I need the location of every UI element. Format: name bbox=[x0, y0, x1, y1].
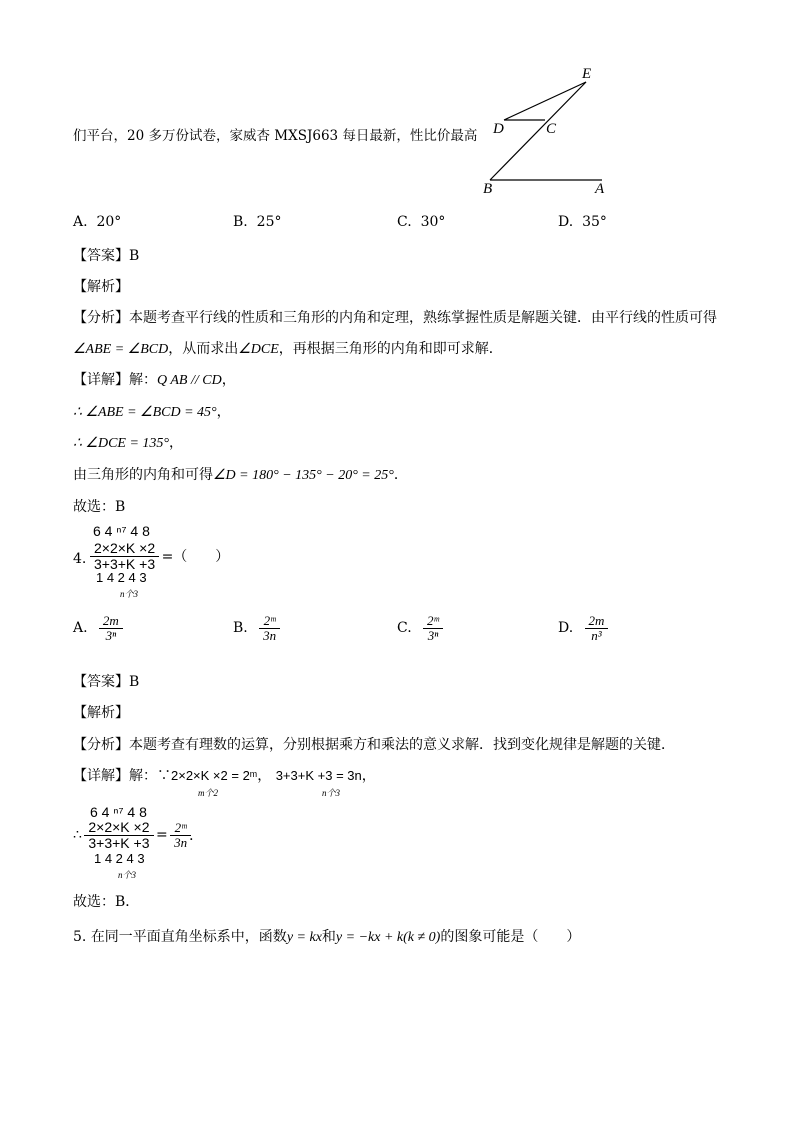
q4-choose: 故选：B． bbox=[73, 894, 140, 910]
punct: ， bbox=[361, 768, 376, 784]
analysis-text: 本题考查有理数的运算，分别根据乘方和乘法的意义求解．找到变化规律是解题的关键． bbox=[129, 737, 675, 753]
q3-choose: 故选：B bbox=[73, 499, 126, 515]
q4-numerator: 2×2×K ×2 bbox=[94, 540, 156, 556]
q4-result-sub: n个3 bbox=[118, 870, 137, 880]
option-letter: C. bbox=[397, 214, 412, 230]
q3-analysis-line2 bbox=[73, 338, 503, 358]
frac-num: 2ᵐ bbox=[427, 613, 439, 628]
option-fraction bbox=[587, 614, 607, 642]
punct: ． bbox=[393, 467, 408, 483]
q4-bottom-garble: 1 4 2 4 3 bbox=[96, 570, 147, 585]
frac-den: n³ bbox=[591, 627, 602, 643]
option-letter: A. bbox=[73, 214, 88, 230]
q4-analysis-heading: 【解析】 bbox=[73, 705, 129, 721]
angle-expr: ∠D = 180° − 135° − 20° = 25° bbox=[213, 468, 394, 483]
angle-expr: ∠DCE bbox=[238, 342, 279, 357]
q3-option-b bbox=[233, 214, 281, 230]
q4-option-a bbox=[73, 614, 121, 642]
q4-result-top-garble: 6 4 ⁿ⁷ 4 8 bbox=[90, 804, 147, 820]
punct: ， bbox=[169, 435, 184, 451]
label-d: D bbox=[493, 121, 504, 137]
detail-prefix: 解：∵ bbox=[129, 768, 171, 784]
option-text: 30° bbox=[420, 214, 446, 230]
q3-detail-line3 bbox=[73, 432, 183, 452]
q3-detail-line4 bbox=[73, 464, 408, 484]
text-part: 和 bbox=[321, 929, 336, 945]
q4-fraction bbox=[92, 541, 157, 571]
parallel-expr: Q AB // CD bbox=[157, 373, 222, 388]
q4-option-d bbox=[558, 614, 606, 642]
option-fraction bbox=[425, 614, 441, 642]
q4-option-c bbox=[397, 614, 441, 642]
q3-option-d bbox=[558, 214, 607, 230]
option-fraction bbox=[261, 614, 278, 642]
label-e: E bbox=[582, 66, 592, 82]
segment-eb bbox=[490, 82, 586, 180]
q4-result-rhs bbox=[172, 821, 189, 849]
q4-analysis-line bbox=[73, 734, 675, 754]
option-fraction bbox=[101, 614, 121, 642]
q4-equals-paren: =（ ） bbox=[161, 549, 230, 566]
option-letter: D. bbox=[558, 620, 574, 637]
q4-result-line: ∴ $\frac{2\times 2\times K \times 2}{3+3+K +3}$ = $\frac{\text{2ᵐ}}{3n}$ ． bbox=[73, 819, 204, 851]
punct: ， bbox=[257, 768, 272, 784]
option-text: 25° bbox=[256, 214, 282, 230]
analysis-text: 本题考查平行线的性质和三角形的内角和定理，熟练掌握性质是解题关键．由平行线的性质可得 bbox=[129, 310, 717, 326]
q5-stem bbox=[73, 926, 580, 946]
option-letter: B. bbox=[233, 620, 248, 637]
text-part: 在同一平面直角坐标系中，函数 bbox=[90, 929, 287, 945]
option-letter: D. bbox=[558, 214, 574, 230]
angle-expr: ∠ABE = ∠BCD bbox=[73, 342, 169, 357]
q4-option-b bbox=[233, 614, 278, 642]
q3-option-a bbox=[73, 214, 121, 230]
q3-option-c bbox=[397, 214, 445, 230]
q4-detail-line1 bbox=[73, 765, 376, 785]
detail-tag: 【详解】 bbox=[73, 768, 129, 784]
option-letter: A. bbox=[73, 620, 88, 637]
detail-expr-1: 2×2×K ×2 = 2ᵐ bbox=[171, 768, 258, 783]
therefore-symbol: ∴ bbox=[73, 827, 82, 844]
option-letter: C. bbox=[397, 620, 412, 637]
q3-detail-line2 bbox=[73, 401, 231, 421]
frac-den: 3ⁿ bbox=[427, 627, 439, 643]
q3-detail-line1 bbox=[73, 369, 236, 389]
label-a: A bbox=[595, 181, 605, 197]
punct: ， bbox=[216, 404, 231, 420]
q3-analysis-heading: 【解析】 bbox=[73, 279, 129, 295]
rhs-den: 3n bbox=[174, 834, 188, 850]
answer-value: B bbox=[129, 248, 140, 264]
q4-expression bbox=[92, 541, 229, 571]
lhs-den: 3+3+K +3 bbox=[88, 834, 150, 851]
label-b: B bbox=[483, 181, 493, 197]
lhs-num: 2×2×K ×2 bbox=[88, 819, 150, 835]
q4-answer bbox=[73, 671, 139, 691]
answer-tag: 【答案】 bbox=[73, 248, 129, 264]
q4-top-garble: 6 4 ⁿ⁷ 4 8 bbox=[93, 523, 150, 539]
angle-expr: ∴ ∠ABE = ∠BCD = 45° bbox=[73, 405, 217, 420]
frac-den: 3ⁿ bbox=[105, 627, 117, 643]
q4-denominator: 3+3+K +3 bbox=[94, 555, 156, 572]
punct: ． bbox=[189, 828, 204, 845]
segment-ed bbox=[504, 82, 586, 120]
angle-expr: ∴ ∠DCE = 135° bbox=[73, 436, 170, 451]
q4-result-lhs bbox=[86, 820, 151, 850]
detail-expr-2: 3+3+K +3 = 3n bbox=[275, 768, 362, 783]
q3-analysis-line1 bbox=[73, 307, 717, 327]
q4-detail-sub2: n个3 bbox=[322, 788, 341, 798]
frac-num: 2m bbox=[588, 613, 605, 628]
option-text: 35° bbox=[582, 214, 607, 230]
answer-tag: 【答案】 bbox=[73, 674, 129, 690]
answer-value: B bbox=[129, 674, 140, 690]
q4-result-bottom-garble: 1 4 2 4 3 bbox=[94, 851, 145, 866]
text-part: ，再根据三角形的内角和即可求解． bbox=[278, 341, 503, 357]
detail-prefix: 解： bbox=[129, 372, 157, 388]
option-letter: B. bbox=[233, 214, 248, 230]
text-part: 由三角形的内角和可得 bbox=[73, 467, 213, 483]
func-1: y = kx bbox=[286, 930, 322, 945]
detail-tag: 【详解】 bbox=[73, 372, 129, 388]
q4-detail-sub1: m个2 bbox=[198, 788, 218, 798]
text-part: ，从而求出 bbox=[168, 341, 239, 357]
q3-intro-line: 们平台，20 多万份试卷，家威杏 MXSJ663 每日最新，性比价最高 bbox=[73, 128, 478, 144]
q3-answer bbox=[73, 245, 139, 265]
option-text: 20° bbox=[96, 214, 122, 230]
q4-number: 4. bbox=[73, 551, 87, 567]
frac-den: 3n bbox=[263, 627, 277, 643]
punct: ， bbox=[221, 372, 236, 388]
label-c: C bbox=[546, 121, 557, 137]
q5-number: 5. bbox=[73, 929, 87, 945]
frac-num: 2ᵐ bbox=[263, 613, 276, 628]
analysis-tag: 【分析】 bbox=[73, 310, 129, 326]
rhs-num: 2ᵐ bbox=[174, 820, 187, 836]
func-2: y = −kx + k(k ≠ 0) bbox=[335, 930, 441, 945]
frac-num: 2m bbox=[102, 613, 119, 628]
analysis-tag: 【分析】 bbox=[73, 737, 129, 753]
text-part: 的图象可能是（ ） bbox=[440, 929, 581, 945]
q4-sub-n3: n个3 bbox=[120, 589, 139, 599]
